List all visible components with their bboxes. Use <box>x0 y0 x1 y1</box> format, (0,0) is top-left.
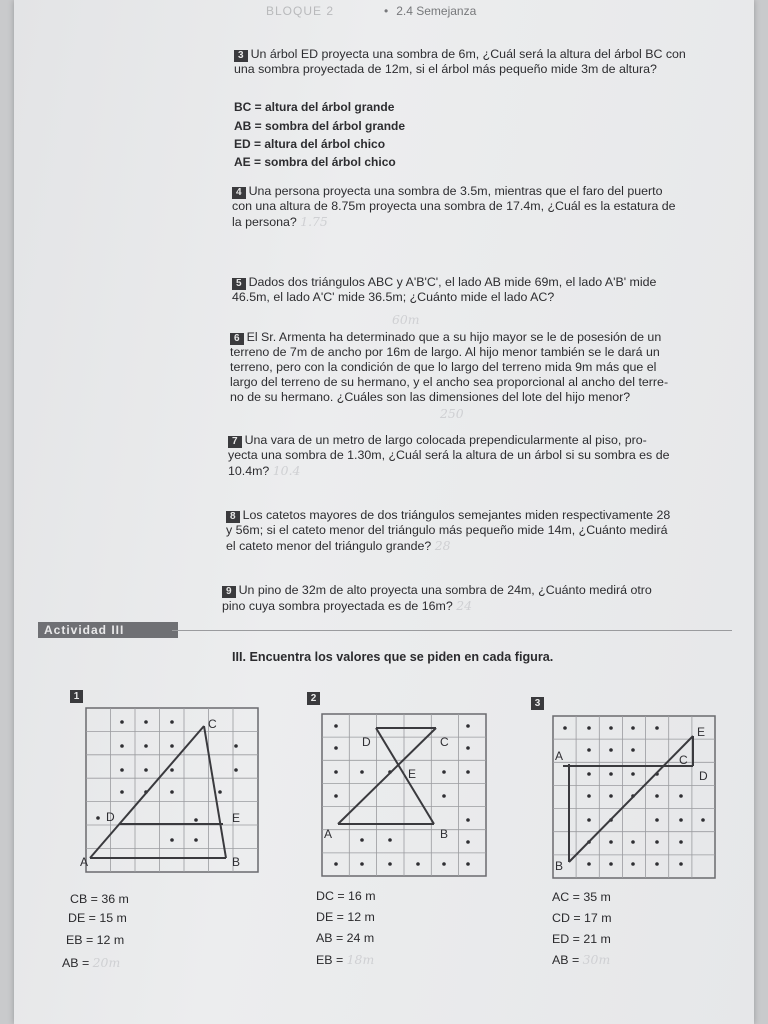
problem-text: con una altura de 8.75m proyecta una sombra de 17.4m, ¿Cuál es la estatura de <box>232 199 676 213</box>
problem-text: yecta una sombra de 1.30m, ¿Cuál será la altura de un árbol si su sombra es de <box>228 448 670 462</box>
value-label: AB = <box>552 953 580 967</box>
problem-text: terreno de 7m de ancho por 16m de largo. Al hijo menor también se le dará un <box>230 345 660 359</box>
definition-ab: AB = sombra del árbol grande <box>234 119 406 133</box>
vertex-a: A <box>80 855 89 869</box>
vertex-c: C <box>440 735 449 749</box>
vertex-e: E <box>408 767 417 781</box>
figure-1-value-eb: EB = 12 m <box>66 933 125 947</box>
problem-number: 6 <box>230 333 244 345</box>
problem-9 <box>222 583 652 614</box>
value-label: EB = <box>316 953 344 967</box>
problem-number: 5 <box>232 278 246 290</box>
figure-2-diagram <box>322 714 486 876</box>
problem-text: Dados dos triángulos ABC y A'B'C', el lado AB mide 69m, el lado A'B' mide <box>248 275 657 289</box>
definition-ae: AE = sombra del árbol chico <box>234 155 396 169</box>
problem-text: la persona? <box>232 215 297 229</box>
vertex-c: C <box>208 717 217 731</box>
handwritten-answer: 20m <box>92 955 121 970</box>
problem-text: no de su hermano. ¿Cuáles son las dimensiones del lote del hijo menor? <box>230 390 631 404</box>
figure-2-value-dc: DC = 16 m <box>316 889 376 903</box>
problem-text: Una vara de un metro de largo colocada prependicularmente al piso, pro- <box>244 433 647 447</box>
figure-3-number: 3 <box>531 697 544 710</box>
vertex-b: B <box>440 827 449 841</box>
activity-instruction: III. Encuentra los valores que se piden en cada figura. <box>232 650 554 664</box>
handwritten-answer: 24 <box>456 598 472 613</box>
figure-2-value-eb <box>316 952 374 967</box>
figure-1-value-de: DE = 15 m <box>68 911 127 925</box>
problem-6 <box>230 330 668 405</box>
handwritten-answer: 18m <box>346 952 375 967</box>
section-title-text: 2.4 Semejanza <box>396 4 477 18</box>
problem-text: una sombra proyectada de 12m, si el árbol más pequeño mide 3m de altura? <box>234 62 657 76</box>
problem-text: terreno, pero con la condición de que lo largo del terreno mida 9m más que el <box>230 360 657 374</box>
problem-text: Un árbol ED proyecta una sombra de 6m, ¿Cuál será la altura del árbol BC con <box>250 47 686 61</box>
definition-ed: ED = altura del árbol chico <box>234 137 386 151</box>
figure-3-value-ed: ED = 21 m <box>552 932 611 946</box>
problem-8 <box>226 508 670 554</box>
problem-text: Los catetos mayores de dos triángulos semejantes miden respectivamente 28 <box>242 508 671 522</box>
handwritten-answer: 250 <box>440 406 464 421</box>
definition-bc: BC = altura del árbol grande <box>234 100 395 114</box>
problem-4 <box>232 184 676 230</box>
section-title: • 2.4 Semejanza <box>384 4 477 18</box>
figure-1-number: 1 <box>70 690 83 703</box>
figure-3-value-ac: AC = 35 m <box>552 890 611 904</box>
vertex-e: E <box>697 725 706 739</box>
figure-2-value-de: DE = 12 m <box>316 910 375 924</box>
vertex-b: B <box>555 859 564 873</box>
problem-number: 7 <box>228 436 242 448</box>
vertex-b: B <box>232 855 241 869</box>
problem-5 <box>232 275 656 305</box>
activity-divider <box>172 630 732 631</box>
vertex-d: D <box>699 769 708 783</box>
problem-text: largo del terreno de su hermano, y el ancho sea proporcional al ancho del terre- <box>230 375 669 389</box>
figure-1-value-cb: CB = 36 m <box>70 892 129 906</box>
handwritten-answer: 10.4 <box>272 463 301 478</box>
problem-text: El Sr. Armenta ha determinado que a su hijo mayor se le de posesión de un <box>246 330 662 344</box>
vertex-c: C <box>679 753 688 767</box>
vertex-d: D <box>362 735 371 749</box>
problem-text: 10.4m? <box>228 464 270 478</box>
figure-2-number: 2 <box>307 692 320 705</box>
problem-number: 3 <box>234 50 248 62</box>
vertex-a: A <box>324 827 333 841</box>
figure-2-value-ab: AB = 24 m <box>316 931 375 945</box>
handwritten-answer: 1.75 <box>300 214 328 229</box>
vertex-a: A <box>555 749 564 763</box>
problem-text: 46.5m, el lado A'C' mide 36.5m; ¿Cuánto mide el lado AC? <box>232 290 555 304</box>
figure-1-diagram <box>80 708 258 872</box>
problem-text: el cateto menor del triángulo grande? <box>226 539 432 553</box>
problem-text: y 56m; si el cateto menor del triángulo más pequeño mide 14m, ¿Cuánto medirá <box>226 523 668 537</box>
problem-number: 8 <box>226 511 240 523</box>
handwritten-answer: 28 <box>434 538 451 553</box>
problem-number: 4 <box>232 187 246 199</box>
figure-3-value-ab <box>552 952 610 967</box>
handwritten-answer: 30m <box>582 952 611 967</box>
block-title: BLOQUE 2 <box>266 4 335 18</box>
figure-3-value-cd: CD = 17 m <box>552 911 612 925</box>
problem-3 <box>234 47 686 77</box>
vertex-d: D <box>106 810 115 824</box>
vertex-e: E <box>232 811 241 825</box>
figure-1-value-ab <box>62 955 120 970</box>
figure-3-diagram <box>553 716 715 878</box>
problem-text: Un pino de 32m de alto proyecta una sombra de 24m, ¿Cuánto medirá otro <box>238 583 652 597</box>
problem-text: pino cuya sombra proyectada es de 16m? <box>222 599 453 613</box>
problem-text: Una persona proyecta una sombra de 3.5m, mientras que el faro del puerto <box>248 184 663 198</box>
problem-7 <box>228 433 669 479</box>
handwritten-answer: 60m <box>392 312 420 327</box>
value-label: AB = <box>62 956 90 970</box>
problem-number: 9 <box>222 586 236 598</box>
activity-label: Actividad III <box>38 622 178 638</box>
